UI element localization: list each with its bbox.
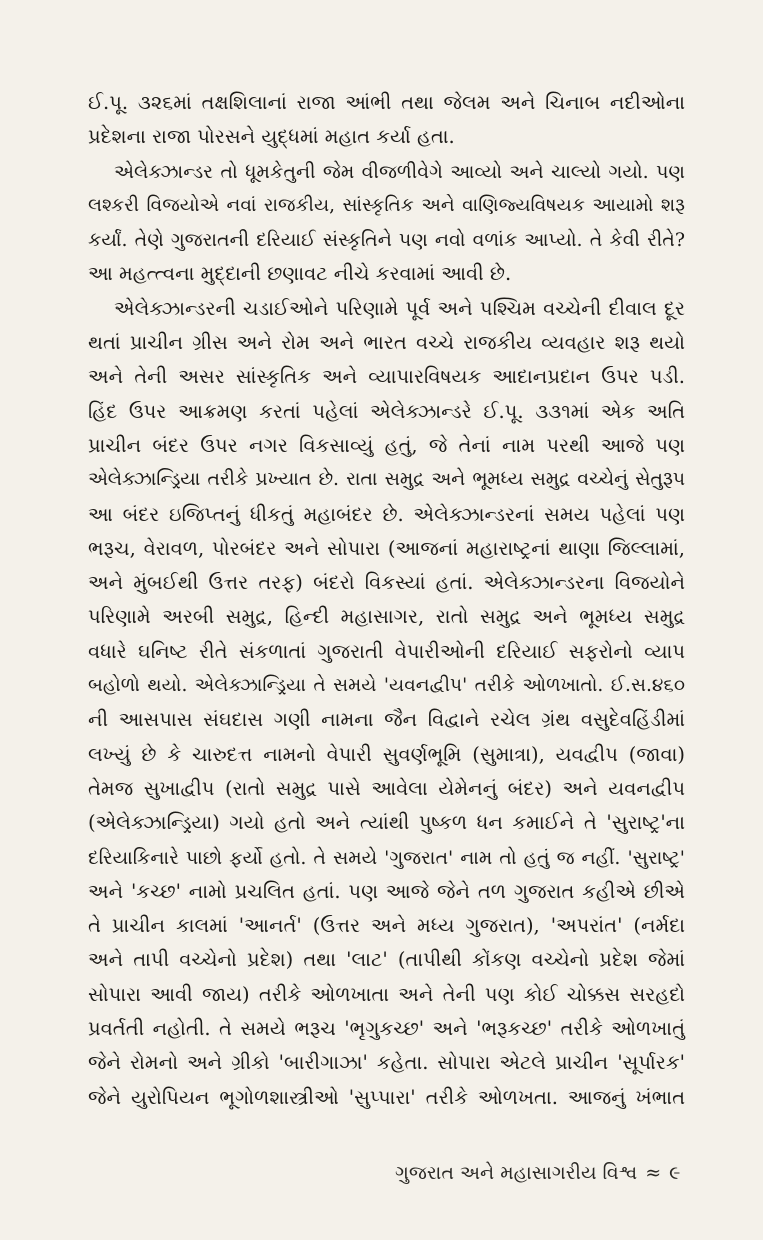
- text-line: અને મુંબઈથી ઉત્તર તરફ) બંદરો વિકસ્યાં હતાં. એલેક્ઝાન્ડરના વિજયોને: [88, 571, 685, 595]
- text-line: આ બંદર ઇજિપ્તનું ધીકતું મહાબંદર છે. એલેક્ઝાન્ડરનાં સમય પહેલાં પણ: [88, 502, 685, 526]
- text-line: અને 'કચ્છ' નામો પ્રચલિત હતાં. પણ આજે જેને તળ ગુજરાત કહીએ છીએ: [88, 879, 685, 903]
- text-line: અને તેની અસર સાંસ્કૃતિક અને વ્યાપારવિષયક આદાનપ્રદાન ઉપર પડી.: [88, 365, 685, 389]
- text-line: હિંદ ઉપર આક્રમણ કરતાં પહેલાં એલેક્ઝાન્ડરે ઈ.પૂ. ૩૩૧માં એક અતિ: [88, 399, 685, 423]
- text-line: એલેક્ઝાન્ડ્રિયા તરીકે પ્રખ્યાત છે. રાતા સમુદ્ર અને ભૂમધ્ય સમુદ્ર વચ્ચેનું સેતુરૂપ: [88, 469, 685, 491]
- text-line: વધારે ઘનિષ્ટ રીતે સંકળાતાં ગુજરાતી વેપારીઓની દરિયાઈ સફરોનો વ્યાપ: [88, 639, 685, 663]
- text-line: દરિયાકિનારે પાછો ફર્યો હતો. તે સમયે 'ગુજરાત' નામ તો હતું જ નહીં. 'સુરાષ્ટ્ર': [88, 846, 685, 869]
- text-line: પરિણામે અરબી સમુદ્ર, હિન્દી મહાસાગર, રાતો સમુદ્ર અને ભૂમધ્ય સમુદ્ર: [88, 605, 685, 629]
- text-line: બહોળો થયો. એલેક્ઝાન્ડ્રિયા તે સમયે 'યવનદ્વીપ' તરીકે ઓળખાતો. ઈ.સ.૪૬૦: [88, 675, 685, 697]
- page-footer: [395, 1162, 685, 1184]
- text-line: થતાં પ્રાચીન ગ્રીસ અને રોમ અને ભારત વચ્ચે રાજકીય વ્યવહાર શરૂ થયો: [88, 331, 685, 355]
- text-line: એલેક્ઝાન્ડરની ચડાઈઓને પરિણામે પૂર્વ અને પશ્ચિમ વચ્ચેની દીવાલ દૂર: [114, 296, 685, 320]
- text-line: (એલેક્ઝાન્ડ્રિયા) ગયો હતો અને ત્યાંથી પુષ્કળ ધન કમાઈને તે 'સુરાષ્ટ્ર'ના: [88, 811, 685, 835]
- text-line: એલેક્ઝાન્ડર તો ધૂમકેતુની જેમ વીજળીવેગે આવ્યો અને ચાલ્યો ગયો. પણ: [114, 160, 685, 183]
- body-text: [88, 86, 685, 1115]
- text-line: ભરૂચ, વેરાવળ, પોરબંદર અને સોપારા (આજનાં મહારાષ્ટ્રનાં થાણા જિલ્લામાં,: [88, 536, 685, 560]
- text-line: તેમજ સુખાદ્વીપ (રાતો સમુદ્ર પાસે આવેલા યેમેનનું બંદર) અને યવનદ્વીપ: [88, 776, 685, 800]
- text-line: લખ્યું છે કે ચારુદત્ત નામનો વેપારી સુવર્ણભૂમિ (સુમાત્રા), યવદ્વીપ (જાવા): [88, 742, 685, 766]
- text-line: પ્રવર્તતી નહોતી. તે સમયે ભરૂચ 'ભૃગુકચ્છ' અને 'ભરૂકચ્છ' તરીકે ઓળખાતું: [88, 1017, 685, 1041]
- text-line: તે પ્રાચીન કાલમાં 'આનર્ત' (ઉત્તર અને મધ્ય ગુજરાત), 'અપરાંત' (નર્મદા: [88, 914, 685, 938]
- footer-separator: ≈: [645, 1162, 662, 1184]
- text-line: પ્રાચીન બંદર ઉપર નગર વિકસાવ્યું હતું, જે તેનાં નામ પરથી આજે પણ: [88, 433, 685, 457]
- text-line: જેને યુરોપિયન ભૂગોળશાસ્ત્રીઓ 'સુપ્પારા' તરીકે ઓળખતા. આજનું ખંભાત: [88, 1085, 685, 1109]
- text-line: ની આસપાસ સંઘદાસ ગણી નામના જૈન વિદ્વાને રચેલ ગ્રંથ વસુદેવહિંડીમાં: [88, 708, 685, 732]
- text-line: પ્રદેશના રાજા પોરસને યુદ્ધમાં મહાત કર્યા હતા.: [88, 125, 455, 149]
- page-number: ૯: [669, 1162, 681, 1184]
- text-line: લશ્કરી વિજયોએ નવાં રાજકીય, સાંસ્કૃતિક અને વાણિજ્યવિષયક આયામો શરૂ: [88, 194, 685, 216]
- text-line: આ મહત્ત્વના મુદ્દાની છણાવટ નીચે કરવામાં આવી છે.: [88, 262, 512, 286]
- text-line: કર્યાં. તેણે ગુજરાતની દરિયાઈ સંસ્કૃતિને પણ નવો વળાંક આપ્યો. તે કેવી રીતે?: [88, 229, 685, 252]
- text-line: અને તાપી વચ્ચેનો પ્રદેશ) તથા 'લાટ' (તાપીથી કોંકણ વચ્ચેનો પ્રદેશ જેમાં: [88, 948, 685, 972]
- book-title: ગુજરાત અને મહાસાગરીય વિશ્વ: [395, 1162, 638, 1184]
- text-line: જેને રોમનો અને ગ્રીકો 'બારીગાઝા' કહેતા. સોપારા એટલે પ્રાચીન 'સૂર્પારક': [88, 1051, 685, 1075]
- text-line: સોપારા આવી જાય) તરીકે ઓળખાતા અને તેની પણ કોઈ ચોક્કસ સરહદો: [88, 982, 685, 1006]
- text-line: ઈ.પૂ. ૩૨૬માં તક્ષશિલાનાં રાજા આંભી તથા જેલમ અને ચિનાબ નદીઓના: [88, 91, 685, 114]
